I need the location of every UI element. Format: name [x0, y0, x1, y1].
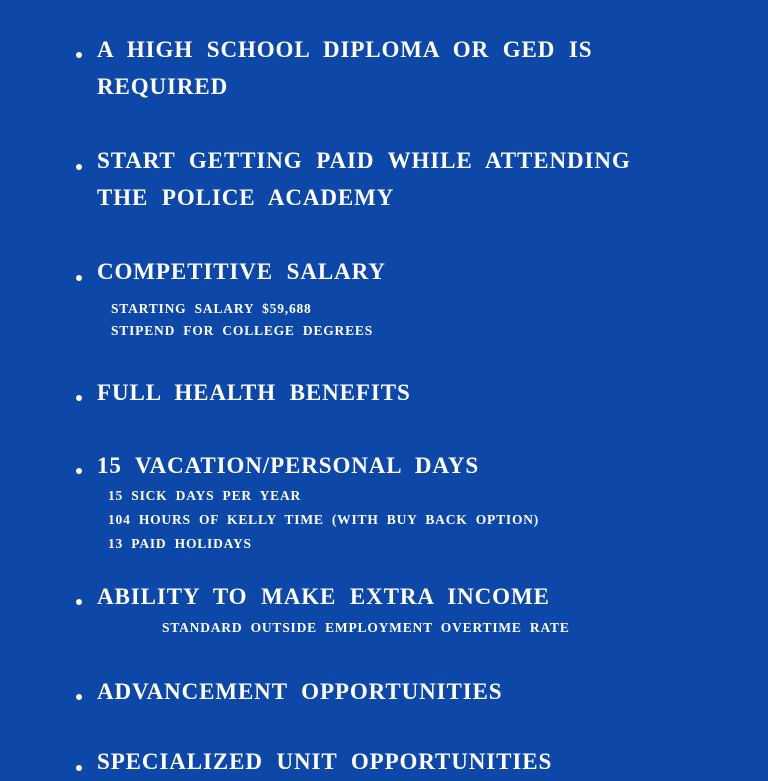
benefit-heading-line: A HIGH SCHOOL DIPLOMA OR GED IS — [97, 37, 593, 62]
bullet-icon — [76, 52, 82, 58]
benefit-heading-line: REQUIRED — [97, 74, 229, 99]
bullet-icon — [76, 164, 82, 170]
benefit-heading-line: ABILITY TO MAKE EXTRA INCOME — [97, 584, 550, 609]
benefit-heading-line: COMPETITIVE SALARY — [97, 259, 386, 284]
bullet-icon — [76, 468, 82, 474]
benefit-heading-line: 15 VACATION/PERSONAL DAYS — [97, 453, 480, 478]
benefit-detail: STARTING SALARY $59,688 — [111, 301, 312, 316]
benefit-detail: 13 PAID HOLIDAYS — [108, 536, 252, 551]
benefit-detail: 15 SICK DAYS PER YEAR — [108, 488, 302, 503]
bullet-icon — [76, 765, 82, 771]
benefit-detail: 104 HOURS OF KELLY TIME (WITH BUY BACK OPTION) — [108, 512, 540, 527]
benefit-detail: STIPEND FOR COLLEGE DEGREES — [111, 323, 374, 338]
bullet-icon — [76, 694, 82, 700]
bullet-icon — [76, 599, 82, 605]
benefit-detail: STANDARD OUTSIDE EMPLOYMENT OVERTIME RATE — [162, 620, 570, 635]
benefit-heading-line: THE POLICE ACADEMY — [97, 185, 395, 210]
benefit-heading-line: START GETTING PAID WHILE ATTENDING — [97, 148, 631, 173]
benefit-heading-line: FULL HEALTH BENEFITS — [97, 380, 411, 405]
bullet-icon — [76, 395, 82, 401]
benefit-heading-line: SPECIALIZED UNIT OPPORTUNITIES — [97, 749, 553, 774]
bullet-icon — [76, 275, 82, 281]
benefit-heading-line: ADVANCEMENT OPPORTUNITIES — [97, 679, 503, 704]
